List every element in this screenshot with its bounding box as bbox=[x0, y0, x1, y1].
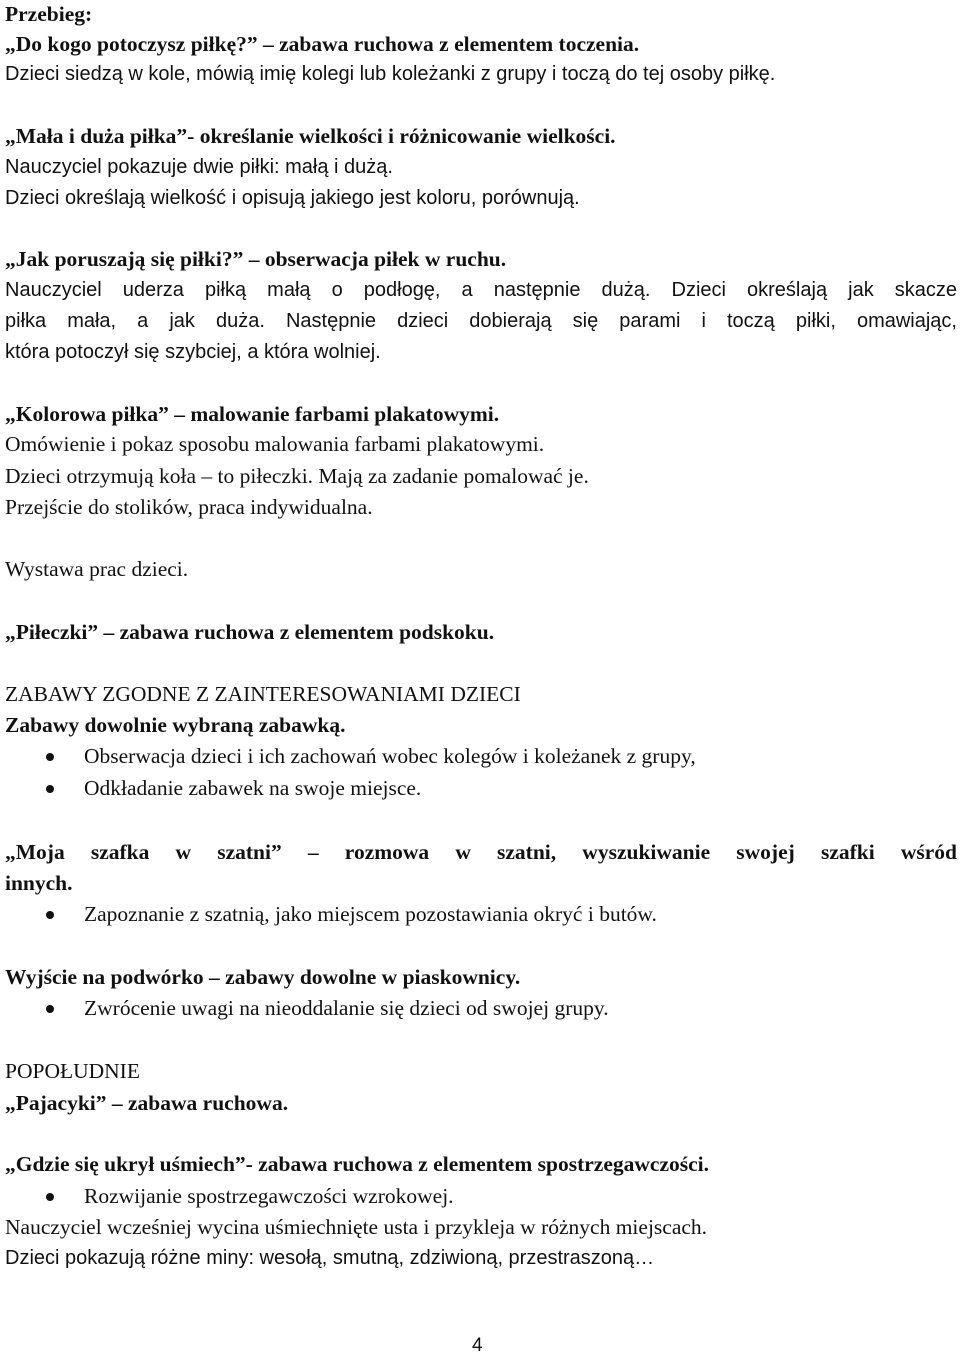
bullet-item bbox=[5, 900, 957, 929]
activity-text-4-2: Dzieci otrzymują koła – to piłeczki. Mają za zadanie pomalować je. bbox=[5, 464, 589, 488]
activity-title-8-line1: „Moja szafka w szatni” – rozmowa w szatni, wyszukiwanie swojej szafki wśród bbox=[5, 840, 957, 864]
activity-title-6: „Piłeczki” – zabawa ruchowa z elementem podskoku. bbox=[5, 620, 495, 644]
activity-text-3-3: która potoczył się szybciej, a która wolniej. bbox=[5, 341, 381, 363]
bullet-item bbox=[5, 1182, 957, 1211]
bullet-icon bbox=[46, 753, 54, 761]
bullet-icon bbox=[46, 911, 54, 919]
page-number: 4 bbox=[472, 1335, 483, 1356]
activity-text-1-1: Dzieci siedzą w kole, mówią imię kolegi lub koleżanki z grupy i toczą do tej osoby piłkę. bbox=[5, 63, 776, 85]
activity-text-3-2: piłka mała, a jak duża. Następnie dzieci dobierają się parami i toczą piłki, omawiając, bbox=[5, 310, 957, 332]
activity-title-1: „Do kogo potoczysz piłkę?” – zabawa ruchowa z elementem toczenia. bbox=[5, 32, 640, 56]
bullet-item bbox=[5, 994, 957, 1023]
section-heading-zabawy: ZABAWY ZGODNE Z ZAINTERESOWANIAMI DZIECI bbox=[5, 682, 521, 706]
bullet-item bbox=[5, 742, 957, 771]
activity-title-11: „Gdzie się ukrył uśmiech”- zabawa ruchowa z elementem spostrzegawczości. bbox=[5, 1152, 709, 1176]
activity-text-2-1: Nauczyciel pokazuje dwie piłki: małą i dużą. bbox=[5, 156, 393, 178]
section-header-przebieg: Przebieg: bbox=[5, 2, 93, 26]
bullet-item bbox=[5, 774, 957, 803]
activity-title-9: Wyjście na podwórko – zabawy dowolne w piaskownicy. bbox=[5, 965, 521, 989]
bullet-icon bbox=[46, 1193, 54, 1201]
activity-text-4-3: Przejście do stolików, praca indywidualna. bbox=[5, 495, 373, 519]
section-heading-popoludnie: POPOŁUDNIE bbox=[5, 1059, 140, 1083]
bullet-text: Zwrócenie uwagi na nieoddalanie się dzieci od swojej grupy. bbox=[84, 996, 609, 1020]
activity-title-10: „Pajacyki” – zabawa ruchowa. bbox=[5, 1091, 289, 1115]
activity-title-2: „Mała i duża piłka”- określanie wielkości i różnicowanie wielkości. bbox=[5, 124, 616, 148]
activity-text-2-2: Dzieci określają wielkość i opisują jakiego jest koloru, porównują. bbox=[5, 187, 580, 209]
bullet-text: Obserwacja dzieci i ich zachowań wobec kolegów i koleżanek z grupy, bbox=[84, 744, 696, 768]
activity-title-7: Zabawy dowolnie wybraną zabawką. bbox=[5, 713, 346, 737]
activity-text-4-1: Omówienie i pokaz sposobu malowania farbami plakatowymi. bbox=[5, 432, 545, 456]
activity-title-4: „Kolorowa piłka” – malowanie farbami plakatowymi. bbox=[5, 402, 500, 426]
bullet-text: Zapoznanie z szatnią, jako miejscem pozostawiania okryć i butów. bbox=[84, 902, 657, 926]
activity-text-11-1: Nauczyciel wcześniej wycina uśmiechnięte usta i przykleja w różnych miejscach. bbox=[5, 1215, 708, 1239]
activity-text-5: Wystawa prac dzieci. bbox=[5, 557, 189, 581]
activity-text-3-1: Nauczyciel uderza piłką małą o podłogę, a następnie dużą. Dzieci określają jak skacze bbox=[5, 279, 957, 301]
bullet-icon bbox=[46, 1005, 54, 1013]
bullet-text: Odkładanie zabawek na swoje miejsce. bbox=[84, 776, 422, 800]
bullet-text: Rozwijanie spostrzegawczości wzrokowej. bbox=[84, 1184, 454, 1208]
activity-title-8-line2: innych. bbox=[5, 871, 73, 895]
activity-title-3: „Jak poruszają się piłki?” – obserwacja piłek w ruchu. bbox=[5, 247, 507, 271]
bullet-icon bbox=[46, 785, 54, 793]
activity-text-11-2: Dzieci pokazują różne miny: wesołą, smutną, zdziwioną, przestraszoną… bbox=[5, 1247, 655, 1269]
